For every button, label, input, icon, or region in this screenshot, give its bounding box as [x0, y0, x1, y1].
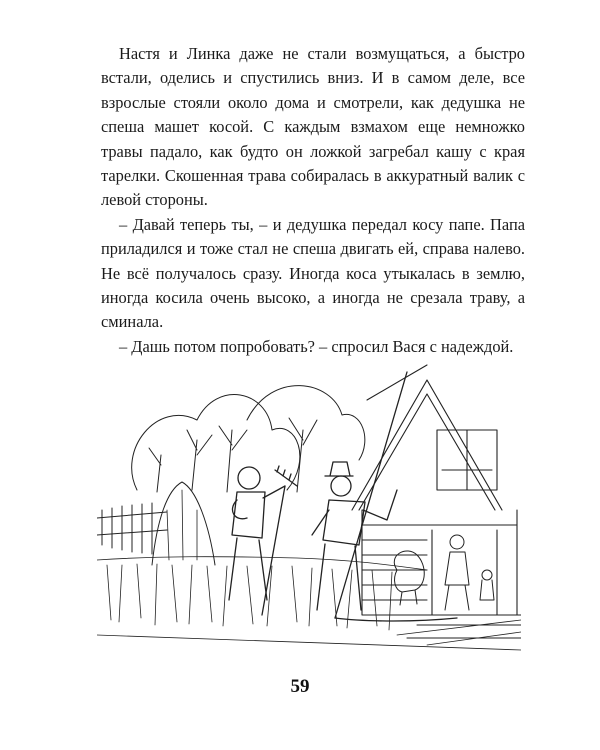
paragraph-3: – Дашь потом попробовать? – спросил Вася с надеждой.: [119, 336, 514, 356]
page-number: 59: [290, 676, 310, 697]
body-text: [101, 42, 525, 359]
paragraph-1: Настя и Линка даже не стали возмущаться, а быстро встали, оделись и спустились вниз. И в самом деле, все взрослые стояли около дома и смотрели, как дедушка не спеша машет косой. С каждым взмахом еще немножко травы падало, как будто он ложкой загребал кашу с края тарелки. Скошенная трава собиралась в аккуратный валик с левой стороны.: [101, 44, 525, 210]
paragraph-2: – Давай теперь ты, – и дедушка передал косу папе. Папа приладился и тоже стал не спеша двигать ей, справа налево. Не всё получалось сразу. Иногда коса утыкалась в землю, иногда косила очень высоко, а иногда не срезала траву, а сминала.: [101, 214, 525, 332]
haymaking-illustration: [97, 360, 521, 662]
